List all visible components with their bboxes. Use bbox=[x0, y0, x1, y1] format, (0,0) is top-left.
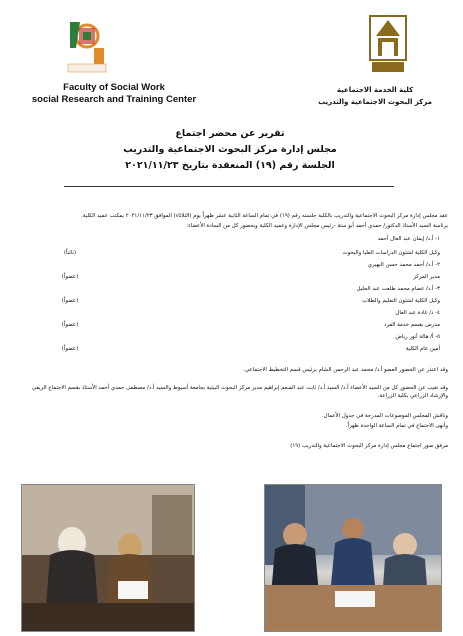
member-row bbox=[40, 322, 440, 330]
closing-note: وأنهى الاجتماع في تمام الساعة الواحدة ظهراً. bbox=[345, 423, 448, 429]
faculty-header-arabic bbox=[300, 84, 450, 108]
member-row bbox=[40, 274, 440, 282]
session-title: الجلسة رقم (١٩) المنعقدة بتاريخ ٢٠٢١/١١/٢٣ bbox=[125, 160, 335, 171]
member-role: (عضواً) bbox=[61, 322, 79, 328]
university-logo bbox=[368, 12, 408, 76]
member-role: (عضواً) bbox=[61, 274, 79, 280]
member-name: وكيل الكلية لشئون الدراسات العليا والبحوث bbox=[342, 250, 440, 256]
meeting-photo-right-image bbox=[265, 485, 441, 631]
member-name: ٥- أ/ هالة أنور رياض bbox=[395, 334, 440, 340]
meeting-photo-right bbox=[264, 484, 442, 632]
absence-note: وقد تغيب عن الحضور كل من السيد الأعضاء أ.د/ السيد أ.د/ ثابت عبد المنعم إبراهيم مدير مركز البحوث البيئية بجامعة أسيوط والسيد أ.د/ مصطفى حمدي أحمد الأستاذ بقسم الاجتماع الريفي والإرشاد الزراعي بكلية الزراعة. bbox=[31, 385, 448, 399]
meeting-photo-left bbox=[21, 484, 195, 632]
member-row bbox=[40, 310, 440, 318]
member-row bbox=[40, 262, 440, 270]
meeting-photo-left-image bbox=[22, 485, 194, 631]
member-role: (عضواً) bbox=[61, 346, 79, 352]
faculty-name-en: Faculty of Social Work bbox=[63, 82, 165, 93]
faculty-header-english bbox=[24, 82, 204, 106]
center-name-en: social Research and Training Center bbox=[31, 94, 197, 105]
member-name: مدرس بقسم خدمة الفرد bbox=[384, 322, 440, 328]
member-name: أمين عام الكلية bbox=[405, 346, 440, 352]
intro-paragraph-2: برئاسة السيد الأستاذ الدكتور/ حمدي أحمد أبو ستة -رئيس مجلس الإدارة وعميد الكلية وبحضور كل من السادة الأعضاء: bbox=[186, 223, 448, 229]
member-row bbox=[40, 236, 440, 244]
report-title: تقرير عن محضر اجتماع bbox=[175, 128, 285, 139]
member-role: (نائباً) bbox=[63, 250, 77, 256]
board-title: مجلس إدارة مركز البحوث الاجتماعية والتدريب bbox=[123, 144, 337, 155]
faculty-name-ar: كلية الخدمة الاجتماعية bbox=[336, 86, 414, 94]
title-divider bbox=[64, 186, 394, 187]
member-row bbox=[40, 286, 440, 294]
document-titles bbox=[60, 126, 400, 174]
member-name: ٢- أ.د/ أحمد محمد حسن البهيري bbox=[367, 262, 440, 268]
member-name: وكيل الكلية لشئون التعليم والطلاب bbox=[362, 298, 440, 304]
member-name: ٣- أ.د/ عصام محمد طلعت عبد الجليل bbox=[356, 286, 440, 292]
intro-paragraph-1: عقد مجلس إدارة مركز البحوث الاجتماعية والتدريب بالكلية جلسته رقم (١٩) في تمام الساعة الثانية عشر ظهراً يوم (الثلاثاء) الموافق ٢٠٢١/١١/٢٣ بمكتب عميد الكلية. bbox=[81, 213, 448, 219]
member-row bbox=[40, 250, 440, 258]
apology-note: وقد اعتذر عن الحضور العضو أ.د/ محمد عبد الرحمن الشام برئيس قسم التخطيط الاجتماعي. bbox=[243, 367, 448, 373]
agenda-note: وناقش المجلس الموضوعات المدرجة في جدول الأعمال. bbox=[321, 413, 448, 419]
faculty-logo bbox=[66, 18, 108, 76]
member-row bbox=[40, 298, 440, 306]
member-name: ٤- د/ غادة عبد العال bbox=[395, 310, 440, 316]
member-row bbox=[40, 346, 440, 354]
center-name-ar: مركز البحوث الاجتماعية والتدريب bbox=[318, 98, 432, 106]
photos-caption: مرفق صور اجتماع مجلس إدارة مركز البحوث الاجتماعية والتدريب (١٩) bbox=[290, 443, 448, 449]
member-role: (عضواً) bbox=[61, 298, 79, 304]
member-name: ١- أ.د/ إيمان عبد العال أحمد bbox=[377, 236, 440, 242]
member-row bbox=[40, 334, 440, 342]
member-name: مدير المركز bbox=[413, 274, 440, 280]
